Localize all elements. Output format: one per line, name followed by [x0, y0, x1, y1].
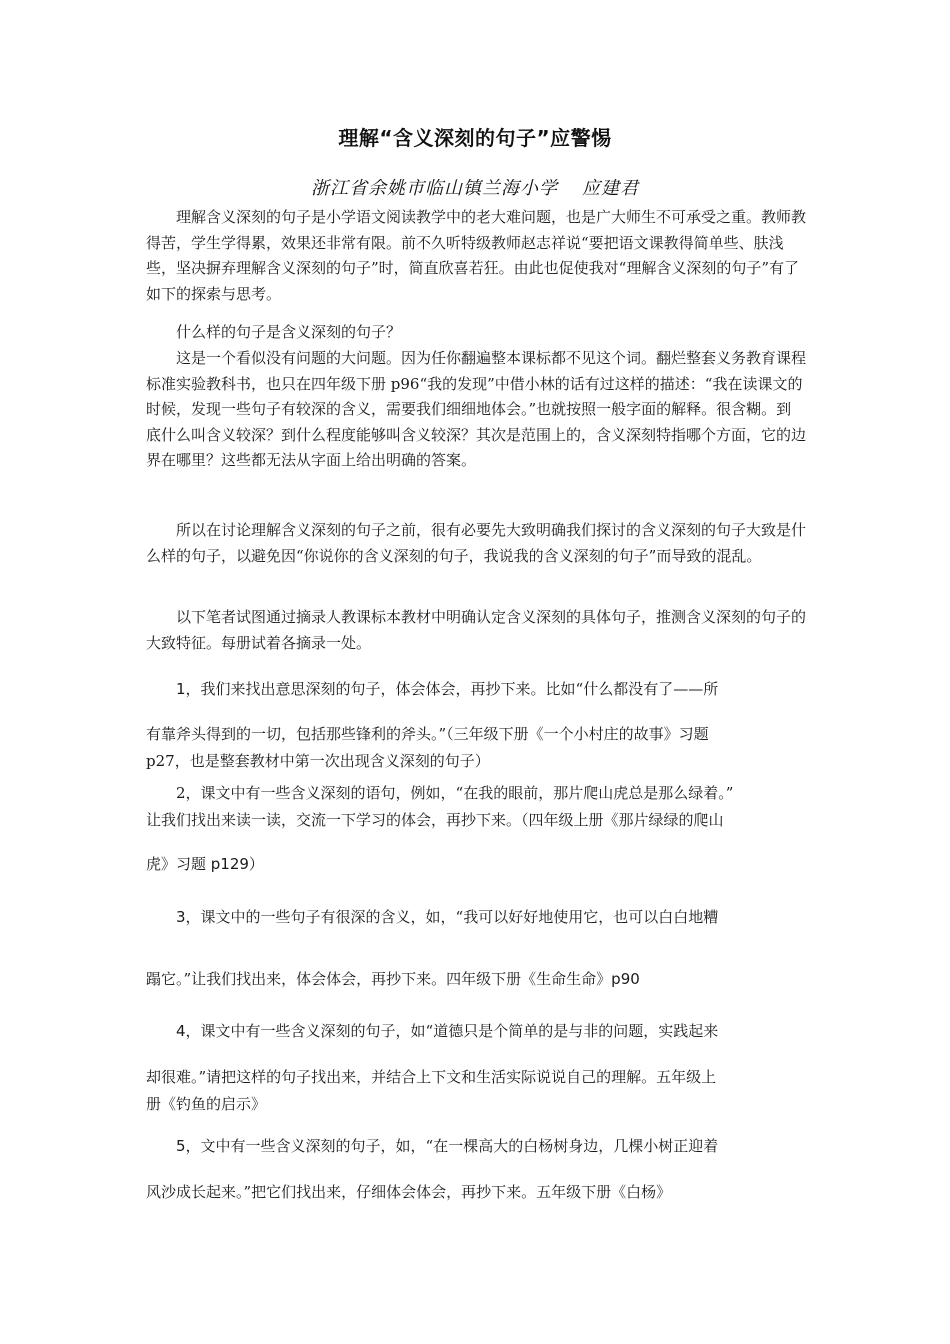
- example-4-line-1: 4，课文中有一些含义深刻的句子，如“道德只是个简单的是与非的问题，实践起来: [176, 1022, 719, 1040]
- paragraph-method: 以下笔者试图通过摘录人教课标本教材中明确认定含义深刻的具体句子，推测含义深刻的句子的大致特征。每册试着各摘录一处。: [146, 608, 807, 652]
- example-1-line-1: 1，我们来找出意思深刻的句子，体会体会，再抄下来。比如“什么都没有了——所: [176, 680, 719, 698]
- paragraph-answer: 这是一个看似没有问题的大问题。因为任你翻遍整本课标都不见这个词。翻烂整套义务教育课程标准实验教科书，也只在四年级下册 p96“我的发现”中借小林的话有过这样的描述：“我在读课文的时候，发现一些句子有较深的含义，需要我们细细地体会。”也就按照一般字面的解释。很含糊。到底什么叫含义较深？到什么程度能够叫含义较深？其次是范围上的，含义深刻特指哪个方面，它的边界在哪里？这些都无法从字面上给出明确的答案。: [146, 349, 807, 469]
- example-3-line-1: 3，课文中的一些句子有很深的含义，如，“我可以好好地使用它，也可以白白地糟: [176, 908, 719, 926]
- paragraph-intro: 理解含义深刻的句子是小学语文阅读教学中的老大难问题，也是广大师生不可承受之重。教师教得苦，学生学得累，效果还非常有限。前不久听特级教师赵志祥说“要把语文课教得简单些、肤浅些，坚决摒弃理解含义深刻的句子”时，简直欣喜若狂。由此也促使我对“理解含义深刻的句子”有了如下的探索与思考。: [146, 208, 807, 303]
- author-line: [0, 174, 950, 200]
- author-name: 应建君: [582, 178, 639, 199]
- example-5-number: 5: [176, 1137, 186, 1155]
- author-school: 浙江省余姚市临山镇兰海小学: [311, 178, 558, 199]
- example-2-line-1: 2，课文中有一些含义深刻的语句，例如，“在我的眼前，那片爬山虎总是那么绿着。”: [176, 784, 734, 802]
- example-2-line-2: 让我们找出来读一读，交流一下学习的体会，再抄下来。（四年级上册《那片绿绿的爬山: [146, 811, 724, 829]
- example-2-number: 2: [176, 784, 186, 802]
- example-1-line-3: p27，也是整套教材中第一次出现含义深刻的句子）: [146, 752, 490, 770]
- paragraph-question: 什么样的句子是含义深刻的句子？: [176, 323, 402, 341]
- example-5-line-2: 风沙成长起来。”把它们找出来，仔细体会体会，再抄下来。五年级下册《白杨》: [146, 1183, 672, 1201]
- example-3-line-2: 蹋它。”让我们找出来，体会体会，再抄下来。四年级下册《生命生命》p90: [146, 970, 640, 988]
- example-3-number: 3: [176, 908, 186, 926]
- document-title: 理解“含义深刻的句子”应警惕: [338, 126, 612, 150]
- example-5-line-1: 5，文中有一些含义深刻的句子，如，“在一棵高大的白杨树身边，几棵小树正迎着: [176, 1137, 719, 1155]
- paragraph-purpose: 所以在讨论理解含义深刻的句子之前，很有必要先大致明确我们探讨的含义深刻的句子大致是什么样的句子，以避免因“你说你的含义深刻的句子，我说我的含义深刻的句子”而导致的混乱。: [146, 521, 807, 565]
- example-4-line-3: 册《钓鱼的启示》: [146, 1095, 267, 1113]
- example-4-number: 4: [176, 1022, 186, 1040]
- example-2-line-3: 虎》习题 p129）: [146, 855, 264, 873]
- example-1-line-2: 有靠斧头得到的一切，包括那些锋利的斧头。”（三年级下册《一个小村庄的故事》习题: [146, 725, 709, 743]
- example-4-line-2: 却很难。”请把这样的句子找出来，并结合上下文和生活实际说说自己的理解。五年级上: [146, 1068, 717, 1086]
- example-1-number: 1: [176, 680, 186, 698]
